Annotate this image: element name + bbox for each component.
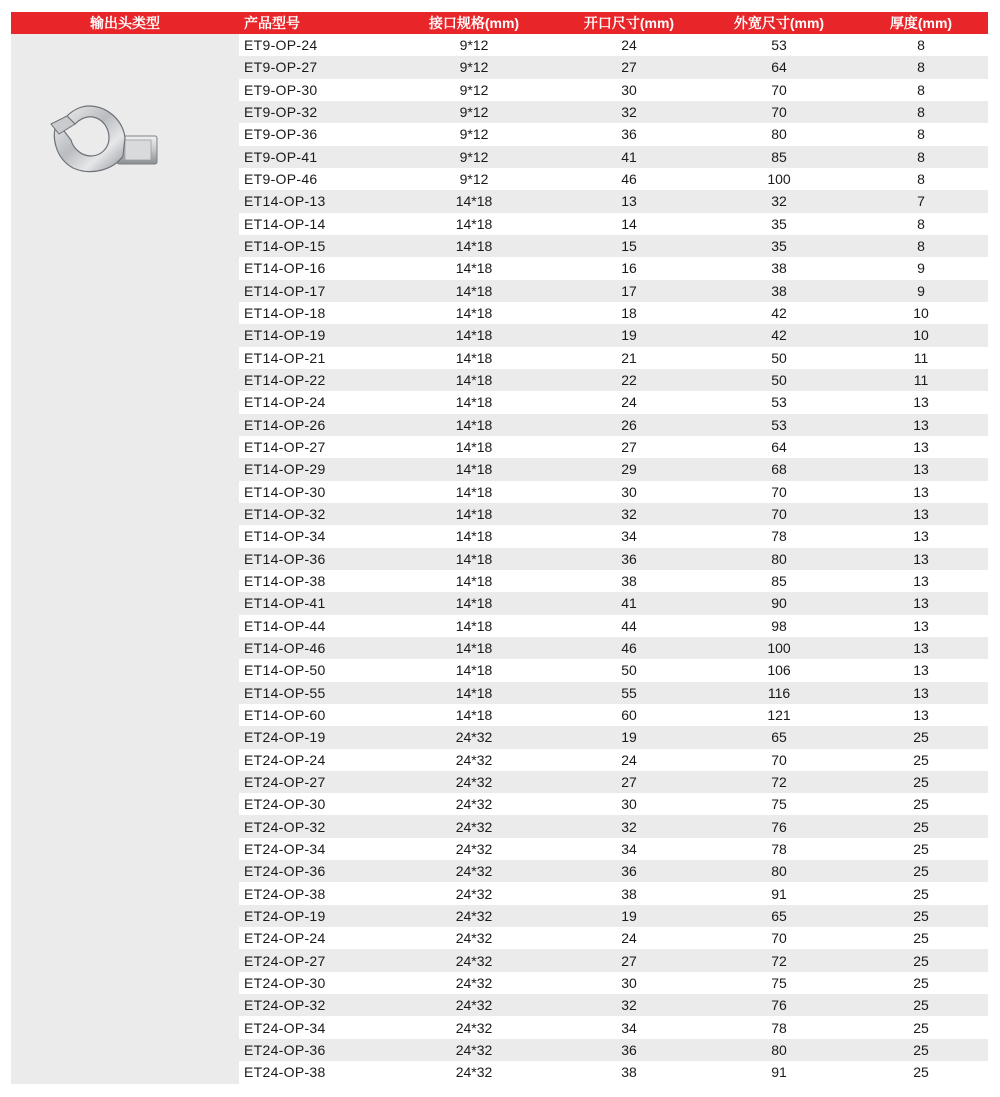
cell-interface-spec: 14*18 — [455, 707, 493, 723]
cell-interface-spec: 14*18 — [455, 193, 493, 210]
table-row — [239, 615, 988, 637]
cell-thickness: 13 — [913, 684, 929, 701]
cell-interface-spec: 14*18 — [455, 550, 493, 567]
cell-thickness: 10 — [913, 327, 929, 344]
cell-thickness: 8 — [917, 148, 925, 165]
cell-thickness: 11 — [913, 349, 929, 366]
cell-opening-size: 46 — [621, 171, 637, 188]
cell-interface-spec: 14*18 — [455, 260, 493, 277]
cell-opening-size: 50 — [621, 662, 637, 679]
cell-model: ET24-OP-19 — [244, 729, 326, 746]
cell-outer-width: 85 — [771, 148, 787, 165]
product-image-cell — [11, 34, 239, 1084]
cell-thickness: 25 — [913, 1019, 929, 1036]
cell-thickness: 25 — [913, 1041, 929, 1058]
cell-thickness: 13 — [913, 595, 929, 612]
cell-opening-size: 19 — [621, 907, 637, 924]
cell-model: ET14-OP-17 — [244, 282, 326, 299]
cell-model: ET24-OP-34 — [244, 1019, 326, 1036]
cell-interface-spec: 24*32 — [455, 930, 493, 947]
cell-opening-size: 27 — [621, 952, 637, 969]
cell-interface-spec: 24*32 — [455, 818, 493, 835]
table-row — [239, 458, 988, 480]
cell-outer-width: 64 — [771, 59, 787, 76]
cell-opening-size: 24 — [621, 37, 637, 54]
table-row — [239, 637, 988, 659]
cell-interface-spec: 14*18 — [455, 372, 493, 389]
cell-model: ET9-OP-46 — [244, 171, 318, 188]
cell-thickness: 25 — [913, 773, 929, 790]
cell-model: ET14-OP-34 — [244, 528, 326, 545]
table-row — [239, 280, 988, 302]
cell-interface-spec: 9*12 — [459, 81, 489, 98]
table-row — [239, 749, 988, 771]
cell-thickness: 13 — [913, 439, 929, 456]
cell-interface-spec: 9*12 — [459, 104, 489, 121]
cell-outer-width: 76 — [771, 997, 787, 1014]
cell-model: ET14-OP-27 — [244, 439, 326, 456]
cell-outer-width: 50 — [771, 372, 787, 389]
cell-outer-width: 38 — [771, 260, 787, 277]
table-row — [239, 146, 988, 168]
table-row — [239, 79, 988, 101]
cell-opening-size: 60 — [621, 707, 637, 723]
table-row — [239, 682, 988, 704]
cell-interface-spec: 9*12 — [459, 171, 489, 188]
cell-model: ET24-OP-36 — [244, 863, 326, 880]
cell-model: ET24-OP-32 — [244, 997, 326, 1014]
cell-model: ET9-OP-32 — [244, 104, 318, 121]
cell-thickness: 8 — [917, 126, 925, 143]
cell-thickness: 25 — [913, 885, 929, 902]
cell-interface-spec: 24*32 — [455, 796, 493, 813]
cell-opening-size: 24 — [621, 751, 637, 768]
spec-table — [11, 12, 988, 1084]
cell-outer-width: 70 — [771, 506, 787, 523]
table-row — [239, 213, 988, 235]
cell-outer-width: 65 — [771, 907, 787, 924]
table-row — [239, 235, 988, 257]
cell-thickness: 8 — [917, 81, 925, 98]
cell-interface-spec: 24*32 — [455, 885, 493, 902]
cell-model: ET14-OP-29 — [244, 461, 326, 478]
table-row — [239, 391, 988, 413]
cell-interface-spec: 14*18 — [455, 461, 493, 478]
table-row — [239, 793, 988, 815]
cell-model: ET14-OP-38 — [244, 573, 326, 590]
cell-model: ET24-OP-19 — [244, 907, 326, 924]
cell-interface-spec: 14*18 — [455, 439, 493, 456]
open-end-wrench-head-icon — [37, 84, 169, 184]
cell-outer-width: 32 — [771, 193, 787, 210]
cell-opening-size: 41 — [621, 148, 637, 165]
cell-model: ET24-OP-24 — [244, 930, 326, 947]
table-row — [239, 525, 988, 547]
cell-thickness: 13 — [913, 483, 929, 500]
cell-interface-spec: 14*18 — [455, 305, 493, 322]
table-row — [239, 860, 988, 882]
cell-model: ET14-OP-50 — [244, 662, 326, 679]
cell-thickness: 9 — [917, 260, 925, 277]
cell-outer-width: 70 — [771, 751, 787, 768]
cell-opening-size: 27 — [621, 773, 637, 790]
table-row — [239, 257, 988, 279]
cell-outer-width: 53 — [771, 37, 787, 54]
cell-thickness: 13 — [913, 707, 929, 723]
cell-interface-spec: 9*12 — [459, 148, 489, 165]
cell-opening-size: 17 — [621, 282, 637, 299]
cell-opening-size: 24 — [621, 930, 637, 947]
cell-opening-size: 55 — [621, 684, 637, 701]
cell-thickness: 13 — [913, 573, 929, 590]
cell-opening-size: 34 — [621, 840, 637, 857]
cell-opening-size: 38 — [621, 1064, 637, 1081]
table-row — [239, 927, 988, 949]
table-row — [239, 34, 988, 56]
cell-model: ET24-OP-32 — [244, 818, 326, 835]
table-row — [239, 190, 988, 212]
cell-opening-size: 30 — [621, 974, 637, 991]
cell-opening-size: 15 — [621, 238, 637, 255]
cell-outer-width: 76 — [771, 818, 787, 835]
cell-opening-size: 27 — [621, 59, 637, 76]
cell-opening-size: 30 — [621, 81, 637, 98]
cell-model: ET14-OP-44 — [244, 617, 326, 634]
cell-thickness: 8 — [917, 215, 925, 232]
cell-outer-width: 91 — [771, 885, 787, 902]
cell-outer-width: 75 — [771, 974, 787, 991]
header-opening-size: 开口尺寸(mm) — [583, 15, 675, 31]
cell-model: ET14-OP-21 — [244, 349, 326, 366]
cell-model: ET14-OP-30 — [244, 483, 326, 500]
cell-outer-width: 68 — [771, 461, 787, 478]
cell-thickness: 25 — [913, 796, 929, 813]
table-header — [11, 12, 988, 34]
cell-thickness: 9 — [917, 282, 925, 299]
cell-outer-width: 116 — [767, 684, 791, 701]
cell-interface-spec: 14*18 — [455, 215, 493, 232]
table-row — [239, 347, 988, 369]
cell-outer-width: 65 — [771, 729, 787, 746]
cell-outer-width: 85 — [771, 573, 787, 590]
cell-model: ET14-OP-36 — [244, 550, 326, 567]
cell-thickness: 7 — [917, 193, 925, 210]
table-row — [239, 436, 988, 458]
table-row — [239, 659, 988, 681]
cell-opening-size: 32 — [621, 818, 637, 835]
cell-thickness: 25 — [913, 840, 929, 857]
cell-interface-spec: 24*32 — [455, 907, 493, 924]
cell-opening-size: 44 — [621, 617, 637, 634]
cell-model: ET24-OP-34 — [244, 840, 326, 857]
cell-thickness: 8 — [917, 238, 925, 255]
table-row — [239, 726, 988, 748]
cell-model: ET14-OP-24 — [244, 394, 326, 411]
cell-thickness: 13 — [913, 640, 929, 657]
table-row — [239, 882, 988, 904]
table-row — [239, 101, 988, 123]
cell-model: ET14-OP-15 — [244, 238, 326, 255]
cell-outer-width: 72 — [771, 952, 787, 969]
cell-interface-spec: 14*18 — [455, 327, 493, 344]
table-row — [239, 838, 988, 860]
cell-opening-size: 38 — [621, 573, 637, 590]
cell-outer-width: 91 — [771, 1064, 787, 1081]
cell-opening-size: 21 — [621, 349, 637, 366]
cell-model: ET9-OP-36 — [244, 126, 318, 143]
table-row — [239, 972, 988, 994]
cell-thickness: 13 — [913, 662, 929, 679]
cell-model: ET24-OP-27 — [244, 773, 326, 790]
cell-opening-size: 22 — [621, 372, 637, 389]
cell-thickness: 13 — [913, 461, 929, 478]
table-rows — [239, 34, 988, 1084]
cell-outer-width: 72 — [771, 773, 787, 790]
table-row — [239, 481, 988, 503]
cell-outer-width: 38 — [771, 282, 787, 299]
cell-interface-spec: 14*18 — [455, 684, 493, 701]
cell-opening-size: 34 — [621, 1019, 637, 1036]
cell-interface-spec: 24*32 — [455, 1064, 493, 1081]
cell-outer-width: 121 — [767, 707, 791, 723]
cell-model: ET14-OP-19 — [244, 327, 326, 344]
cell-model: ET14-OP-22 — [244, 372, 326, 389]
table-row — [239, 570, 988, 592]
cell-opening-size: 32 — [621, 506, 637, 523]
cell-thickness: 25 — [913, 952, 929, 969]
table-row — [239, 994, 988, 1016]
cell-outer-width: 90 — [771, 595, 787, 612]
cell-model: ET14-OP-14 — [244, 215, 326, 232]
cell-interface-spec: 14*18 — [455, 238, 493, 255]
cell-interface-spec: 24*32 — [455, 840, 493, 857]
header-interface-spec: 接口规格(mm) — [428, 15, 520, 31]
cell-interface-spec: 24*32 — [455, 952, 493, 969]
cell-model: ET9-OP-27 — [244, 59, 318, 76]
cell-model: ET14-OP-16 — [244, 260, 326, 277]
table-row — [239, 1039, 988, 1061]
cell-thickness: 25 — [913, 1064, 929, 1081]
cell-model: ET14-OP-41 — [244, 595, 326, 612]
cell-outer-width: 35 — [771, 215, 787, 232]
cell-outer-width: 70 — [771, 930, 787, 947]
table-row — [239, 123, 988, 145]
table-row — [239, 503, 988, 525]
cell-interface-spec: 14*18 — [455, 506, 493, 523]
cell-opening-size: 30 — [621, 796, 637, 813]
cell-thickness: 8 — [917, 59, 925, 76]
cell-model: ET14-OP-55 — [244, 684, 326, 701]
cell-opening-size: 16 — [621, 260, 637, 277]
header-output-head-type: 输出头类型 — [90, 15, 160, 31]
cell-model: ET14-OP-60 — [244, 707, 326, 723]
cell-outer-width: 80 — [771, 863, 787, 880]
cell-thickness: 13 — [913, 506, 929, 523]
cell-thickness: 8 — [917, 171, 925, 188]
cell-interface-spec: 9*12 — [459, 59, 489, 76]
table-row — [239, 302, 988, 324]
cell-thickness: 13 — [913, 528, 929, 545]
cell-outer-width: 42 — [771, 305, 787, 322]
cell-outer-width: 100 — [767, 171, 791, 188]
cell-outer-width: 80 — [771, 126, 787, 143]
cell-opening-size: 36 — [621, 1041, 637, 1058]
cell-model: ET24-OP-38 — [244, 1064, 326, 1081]
cell-opening-size: 38 — [621, 885, 637, 902]
cell-interface-spec: 9*12 — [459, 37, 489, 54]
cell-outer-width: 53 — [771, 416, 787, 433]
cell-thickness: 11 — [913, 372, 929, 389]
cell-thickness: 25 — [913, 863, 929, 880]
cell-outer-width: 106 — [767, 662, 791, 679]
cell-interface-spec: 24*32 — [455, 1019, 493, 1036]
cell-opening-size: 13 — [621, 193, 637, 210]
cell-outer-width: 78 — [771, 528, 787, 545]
cell-thickness: 25 — [913, 930, 929, 947]
cell-thickness: 13 — [913, 617, 929, 634]
cell-interface-spec: 9*12 — [459, 126, 489, 143]
cell-interface-spec: 24*32 — [455, 863, 493, 880]
cell-opening-size: 34 — [621, 528, 637, 545]
cell-model: ET9-OP-41 — [244, 148, 318, 165]
cell-model: ET24-OP-27 — [244, 952, 326, 969]
cell-interface-spec: 24*32 — [455, 997, 493, 1014]
cell-model: ET14-OP-46 — [244, 640, 326, 657]
cell-thickness: 25 — [913, 818, 929, 835]
cell-interface-spec: 14*18 — [455, 573, 493, 590]
cell-interface-spec: 14*18 — [455, 528, 493, 545]
cell-outer-width: 78 — [771, 840, 787, 857]
cell-outer-width: 53 — [771, 394, 787, 411]
cell-interface-spec: 14*18 — [455, 595, 493, 612]
cell-model: ET24-OP-24 — [244, 751, 326, 768]
table-row — [239, 324, 988, 346]
header-product-model: 产品型号 — [244, 15, 300, 31]
cell-thickness: 8 — [917, 104, 925, 121]
cell-interface-spec: 24*32 — [455, 773, 493, 790]
cell-thickness: 13 — [913, 416, 929, 433]
cell-thickness: 13 — [913, 550, 929, 567]
cell-model: ET24-OP-36 — [244, 1041, 326, 1058]
cell-opening-size: 36 — [621, 550, 637, 567]
cell-interface-spec: 14*18 — [455, 662, 493, 679]
cell-interface-spec: 14*18 — [455, 282, 493, 299]
cell-model: ET24-OP-38 — [244, 885, 326, 902]
cell-model: ET14-OP-13 — [244, 193, 326, 210]
cell-interface-spec: 24*32 — [455, 751, 493, 768]
cell-outer-width: 80 — [771, 1041, 787, 1058]
table-row — [239, 592, 988, 614]
cell-outer-width: 70 — [771, 104, 787, 121]
table-row — [239, 1061, 988, 1083]
cell-outer-width: 80 — [771, 550, 787, 567]
cell-outer-width: 75 — [771, 796, 787, 813]
table-row — [239, 548, 988, 570]
cell-thickness: 8 — [917, 37, 925, 54]
cell-thickness: 25 — [913, 907, 929, 924]
cell-interface-spec: 14*18 — [455, 640, 493, 657]
cell-opening-size: 24 — [621, 394, 637, 411]
cell-interface-spec: 14*18 — [455, 394, 493, 411]
cell-outer-width: 35 — [771, 238, 787, 255]
table-row — [239, 168, 988, 190]
cell-opening-size: 29 — [621, 461, 637, 478]
cell-outer-width: 70 — [771, 81, 787, 98]
cell-interface-spec: 14*18 — [455, 349, 493, 366]
cell-opening-size: 41 — [621, 595, 637, 612]
cell-interface-spec: 24*32 — [455, 974, 493, 991]
cell-opening-size: 36 — [621, 863, 637, 880]
table-row — [239, 369, 988, 391]
cell-model: ET9-OP-30 — [244, 81, 318, 98]
cell-interface-spec: 14*18 — [455, 483, 493, 500]
cell-thickness: 13 — [913, 394, 929, 411]
cell-model: ET24-OP-30 — [244, 796, 326, 813]
cell-interface-spec: 24*32 — [455, 729, 493, 746]
cell-opening-size: 30 — [621, 483, 637, 500]
cell-opening-size: 32 — [621, 997, 637, 1014]
cell-model: ET24-OP-30 — [244, 974, 326, 991]
table-row — [239, 1016, 988, 1038]
cell-opening-size: 46 — [621, 640, 637, 657]
cell-outer-width: 78 — [771, 1019, 787, 1036]
cell-outer-width: 70 — [771, 483, 787, 500]
header-outer-width: 外宽尺寸(mm) — [733, 15, 825, 31]
cell-thickness: 10 — [913, 305, 929, 322]
cell-outer-width: 100 — [767, 640, 791, 657]
cell-outer-width: 98 — [771, 617, 787, 634]
cell-model: ET14-OP-32 — [244, 506, 326, 523]
cell-model: ET14-OP-26 — [244, 416, 326, 433]
cell-thickness: 25 — [913, 997, 929, 1014]
cell-opening-size: 18 — [621, 305, 637, 322]
cell-model: ET9-OP-24 — [244, 37, 318, 54]
cell-opening-size: 26 — [621, 416, 637, 433]
cell-outer-width: 42 — [771, 327, 787, 344]
cell-interface-spec: 14*18 — [455, 617, 493, 634]
table-row — [239, 905, 988, 927]
table-row — [239, 56, 988, 78]
cell-interface-spec: 14*18 — [455, 416, 493, 433]
cell-interface-spec: 24*32 — [455, 1041, 493, 1058]
cell-opening-size: 14 — [621, 215, 637, 232]
cell-opening-size: 19 — [621, 729, 637, 746]
table-row — [239, 414, 988, 436]
cell-thickness: 25 — [913, 751, 929, 768]
table-row — [239, 949, 988, 971]
cell-thickness: 25 — [913, 974, 929, 991]
cell-outer-width: 64 — [771, 439, 787, 456]
table-row — [239, 815, 988, 837]
header-thickness: 厚度(mm) — [889, 15, 953, 31]
cell-thickness: 25 — [913, 729, 929, 746]
cell-opening-size: 36 — [621, 126, 637, 143]
cell-opening-size: 19 — [621, 327, 637, 344]
cell-opening-size: 32 — [621, 104, 637, 121]
table-row — [239, 771, 988, 793]
cell-model: ET14-OP-18 — [244, 305, 326, 322]
cell-opening-size: 27 — [621, 439, 637, 456]
cell-outer-width: 50 — [771, 349, 787, 366]
table-row — [239, 704, 988, 726]
